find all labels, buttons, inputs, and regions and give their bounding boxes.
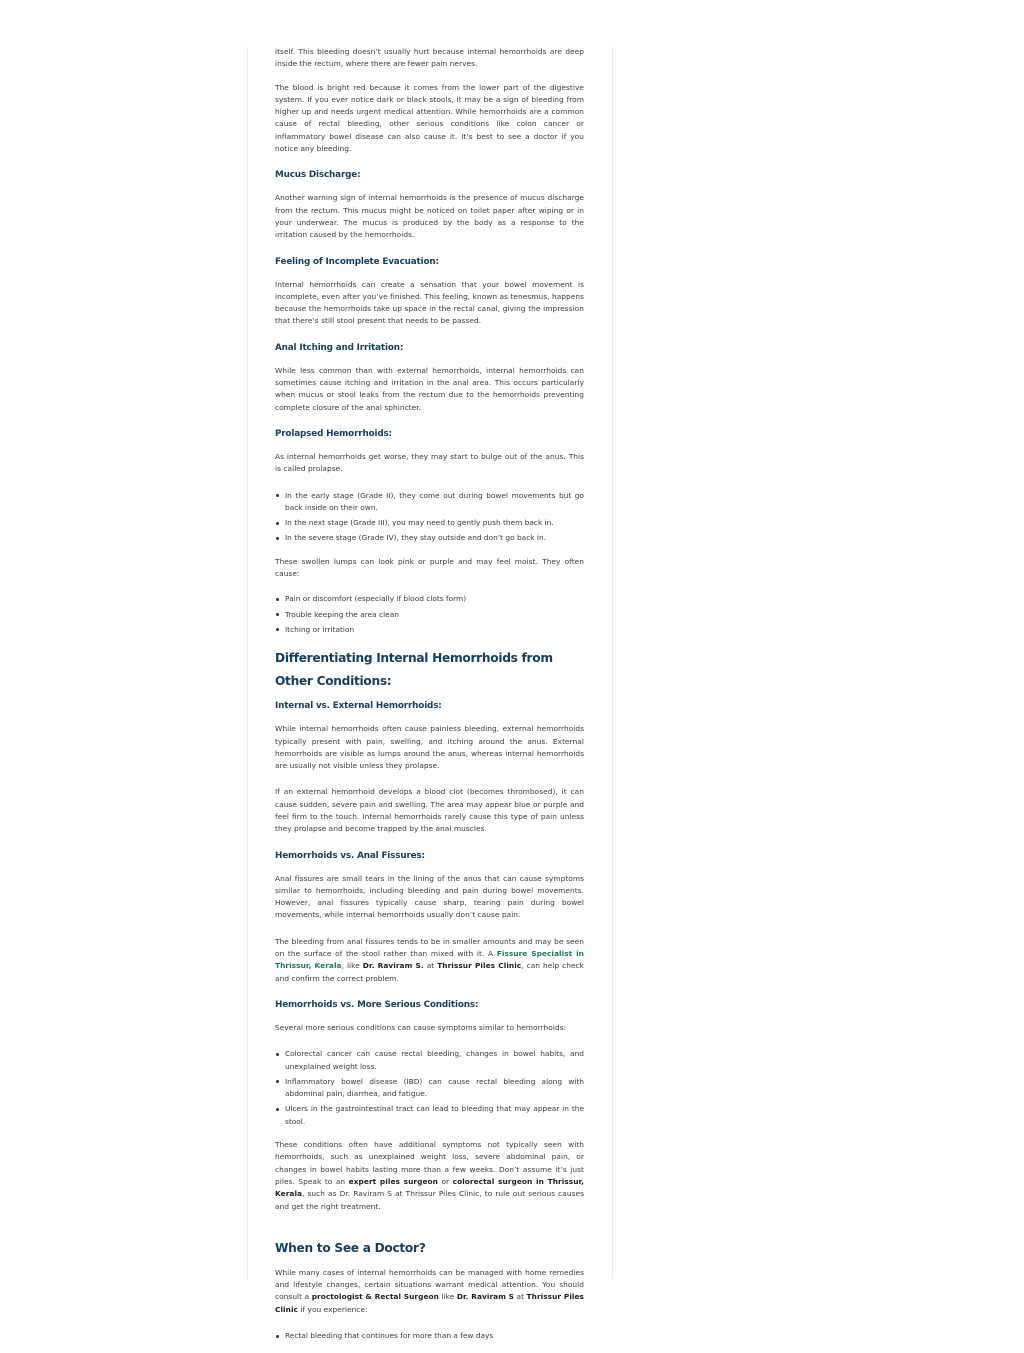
paragraph: Internal hemorrhoids can create a sensation that your bowel movement is incomplete, even after you’ve finished. This feeling, known as tenesmus, happens because the hemorrhoids take up space in the rectal canal, giving the impression that there’s still stool present that needs to be passed. — [275, 279, 584, 326]
paragraph: Anal fissures are small tears in the lining of the anus that can cause symptoms similar to hemorrhoids, including bleeding and pain during bowel movements. However, anal fissures typically cause sharp, tearing pain during bowel movements, while internal hemorrhoids usually don’t cause pain. — [275, 873, 584, 920]
list-item: Itching or irritation — [285, 624, 584, 636]
heading-serious-conditions: Hemorrhoids vs. More Serious Conditions: — [275, 999, 479, 1010]
section-heading-differentiating: Differentiating Internal Hemorrhoids from Other Conditions: — [275, 651, 553, 689]
heading-anal-itching: Anal Itching and Irritation: — [275, 342, 404, 353]
paragraph: Several more serious conditions can cause symptoms similar to hemorrhoids: — [275, 1022, 567, 1032]
paragraph: As internal hemorrhoids get worse, they may start to bulge out of the anus. This is called prolapse. — [275, 451, 584, 474]
grades-list — [275, 490, 584, 545]
paragraph: itself. This bleeding doesn’t usually hurt because internal hemorrhoids are deep inside the rectum, where there are fewer pain nerves. — [275, 47, 584, 69]
serious-conditions-list — [275, 1048, 584, 1128]
heading-prolapsed-hemorrhoids: Prolapsed Hemorrhoids: — [275, 428, 392, 439]
causes-list — [275, 593, 584, 636]
list-item: Rectal bleeding that continues for more than a few days — [285, 1330, 584, 1342]
list-item: In the severe stage (Grade IV), they stay outside and don’t go back in. — [285, 532, 584, 544]
paragraph: These conditions often have additional symptoms not typically seen with hemorrhoids, such as unexplained weight loss, severe abdominal pain, or changes in bowel habits lasting more than a few weeks. Don’t assume it’s just piles. Speak to an expert piles surgeon or colorectal surgeon in Thrissur, Kerala, such as Dr. Raviram S at Thrissur Piles Clinic, to rule out serious causes and get the right treatment. — [275, 1140, 585, 1211]
heading-incomplete-evacuation: Feeling of Incomplete Evacuation: — [275, 256, 439, 267]
doctor-list — [275, 1330, 584, 1342]
list-item: In the early stage (Grade II), they come out during bowel movements but go back inside on their own. — [285, 490, 584, 515]
paragraph: The bleeding from anal fissures tends to be in smaller amounts and may be seen on the surface of the stool rather than mixed with it. A Fissure Specialist in Thrissur, Kerala, like Dr. Raviram S. at Thrissur Piles Clinic, can help check and confirm the correct problem. — [275, 936, 584, 983]
list-item: Trouble keeping the area clean — [285, 609, 584, 621]
list-item: Inflammatory bowel disease (IBD) can cause rectal bleeding along with abdominal pain, diarrhea, and fatigue. — [285, 1076, 584, 1101]
paragraph: Another warning sign of internal hemorrhoids is the presence of mucus discharge from the rectum. This mucus might be noticed on toilet paper after wiping or in your underwear. The mucus is produced by the body as a response to the irritation caused by the hemorrhoids. — [275, 193, 584, 240]
heading-anal-fissures: Hemorrhoids vs. Anal Fissures: — [275, 850, 425, 861]
paragraph: While many cases of internal hemorrhoids can be managed with home remedies and lifestyle changes, certain situations warrant medical attention. You should consult a proctologist & Rectal Surgeon like Dr. Raviram S at Thrissur Piles Clinic if you experience: — [275, 1267, 584, 1314]
list-item: Ulcers in the gastrointestinal tract can lead to bleeding that may appear in the stool. — [285, 1103, 584, 1128]
list-item: In the next stage (Grade III), you may need to gently push them back in. — [285, 517, 584, 529]
heading-internal-vs-external: Internal vs. External Hemorrhoids: — [275, 701, 442, 712]
list-item: Pain or discomfort (especially if blood clots form) — [285, 593, 584, 605]
section-heading-when-to-see-doctor: When to See a Doctor? — [275, 1240, 426, 1255]
heading-mucus-discharge: Mucus Discharge: — [275, 170, 361, 181]
paragraph: These swollen lumps can look pink or purple and may feel moist. They often cause: — [275, 556, 584, 579]
paragraph: If an external hemorrhoid develops a blood clot (becomes thrombosed), it can cause sudden, severe pain and swelling. The area may appear blue or purple and feel firm to the touch. Internal hemorrhoids rarely cause this type of pain unless they prolapse and become trapped by the anal muscles. — [275, 787, 584, 834]
paragraph: While less common than with external hemorrhoids, internal hemorrhoids can sometimes cause itching and irritation in the anal area. This occurs particularly when mucus or stool leaks from the rectum due to the hemorrhoids preventing complete closure of the anal sphincter. — [275, 365, 584, 412]
paragraph: The blood is bright red because it comes from the lower part of the digestive system. If you ever notice dark or black stools, it may be a sign of bleeding from higher up and needs urgent medical attention. While hemorrhoids are a common cause of rectal bleeding, other serious conditions like colon cancer or inflammatory bowel disease can also cause it. It’s best to see a doctor if you notice any bleeding. — [275, 82, 584, 154]
list-item: Colorectal cancer can cause rectal bleeding, changes in bowel habits, and unexplained weight loss. — [285, 1048, 584, 1073]
fissure-specialist-link[interactable]: Fissure Specialist in Thrissur, Kerala — [275, 949, 584, 971]
paragraph: While internal hemorrhoids often cause painless bleeding, external hemorrhoids typically present with pain, swelling, and itching around the anus. External hemorrhoids are visible as lumps around the anus, whereas internal hemorrhoids are usually not visible unless they prolapse. — [275, 724, 584, 771]
article-content — [275, 46, 584, 1353]
